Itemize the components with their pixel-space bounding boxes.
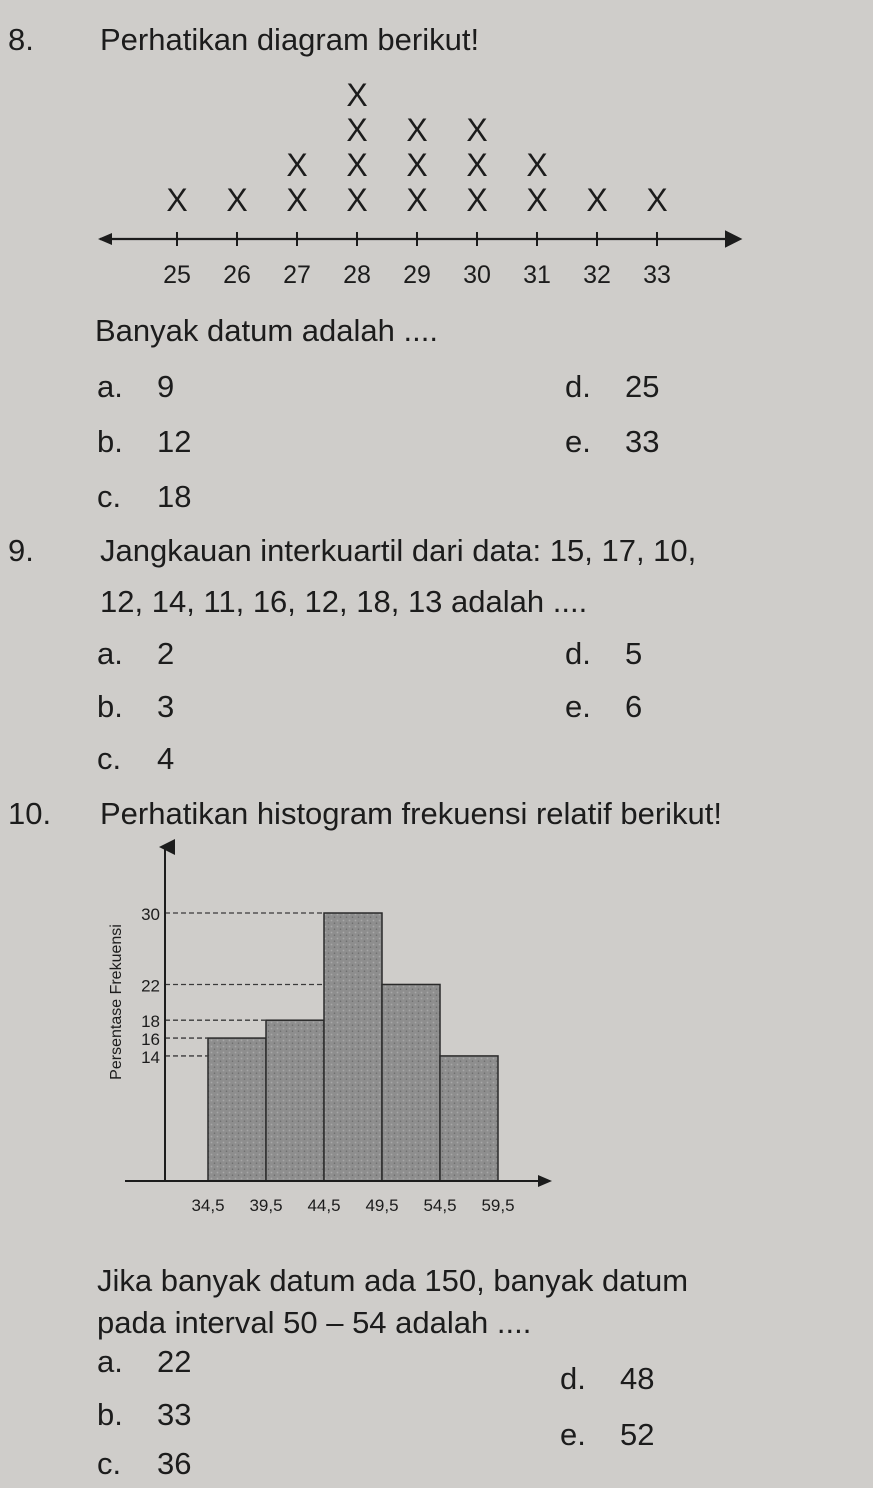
q8-option-e[interactable] xyxy=(565,424,659,460)
dotplot-tick-label: 25 xyxy=(163,261,191,289)
histogram-y-tick-label: 16 xyxy=(141,1030,160,1050)
option-value: 6 xyxy=(625,689,643,724)
histogram-bar xyxy=(324,913,382,1181)
option-label: e. xyxy=(565,689,591,724)
dotplot-x-mark: X xyxy=(646,182,668,218)
q9-option-c[interactable] xyxy=(97,741,174,777)
q9-line2: 12, 14, 11, 16, 12, 18, 13 adalah .... xyxy=(100,584,588,619)
option-value: 33 xyxy=(625,424,660,459)
option-label: d. xyxy=(565,636,591,671)
dotplot-x-mark: X xyxy=(286,182,308,218)
option-value: 5 xyxy=(625,636,643,671)
dotplot-x-mark: X xyxy=(586,182,608,218)
option-value: 33 xyxy=(157,1397,192,1432)
dotplot-x-mark: X xyxy=(346,112,368,148)
dotplot-x-mark: X xyxy=(526,147,548,183)
option-value: 25 xyxy=(625,369,660,404)
dotplot-x-mark: X xyxy=(466,112,488,148)
q10-line1: Jika banyak datum ada 150, banyak datum xyxy=(97,1263,689,1298)
q9-option-d[interactable] xyxy=(565,636,642,672)
dotplot-x-mark: X xyxy=(406,182,428,218)
q10-option-c[interactable] xyxy=(97,1446,191,1482)
option-value: 36 xyxy=(157,1446,192,1481)
q10-option-e[interactable] xyxy=(560,1417,654,1453)
q8-number: 8. xyxy=(8,22,34,57)
histogram-y-axis-label: Persentase Frekuensi xyxy=(108,924,125,1080)
histogram-x-axis-arrow xyxy=(538,1175,552,1187)
q8-option-b[interactable] xyxy=(97,424,191,460)
option-label: b. xyxy=(97,424,123,459)
option-label: e. xyxy=(565,424,591,459)
histogram-y-tick-label: 18 xyxy=(141,1012,160,1032)
option-value: 22 xyxy=(157,1344,192,1379)
option-label: d. xyxy=(560,1361,586,1396)
option-value: 3 xyxy=(157,689,175,724)
option-label: a. xyxy=(97,636,123,671)
dotplot-x-mark: X xyxy=(406,112,428,148)
option-label: a. xyxy=(97,1344,123,1379)
histogram-bar xyxy=(440,1056,498,1181)
dotplot-x-mark: X xyxy=(346,77,368,113)
option-label: d. xyxy=(565,369,591,404)
q10-option-a[interactable] xyxy=(97,1344,191,1380)
histogram-bar xyxy=(382,984,440,1181)
histogram-x-tick-label: 59,5 xyxy=(481,1196,515,1215)
dotplot-x-mark: X xyxy=(226,182,248,218)
histogram-x-tick-label: 39,5 xyxy=(249,1196,283,1215)
option-value: 48 xyxy=(620,1361,655,1396)
histogram xyxy=(0,835,873,1235)
dotplot-tick-label: 26 xyxy=(223,261,251,289)
option-label: e. xyxy=(560,1417,586,1452)
q9-line1: Jangkauan interkuartil dari data: 15, 17, 10, xyxy=(100,533,697,568)
q8-option-a[interactable] xyxy=(97,369,174,405)
option-label: a. xyxy=(97,369,123,404)
dotplot-x-mark: X xyxy=(406,147,428,183)
option-label: b. xyxy=(97,1397,123,1432)
dotplot-x-mark: X xyxy=(466,182,488,218)
q9-number: 9. xyxy=(8,533,34,568)
option-label: c. xyxy=(97,741,122,776)
dotplot-tick-label: 32 xyxy=(583,261,611,289)
dotplot-x-mark: X xyxy=(346,182,368,218)
option-label: c. xyxy=(97,1446,122,1481)
q8-option-c[interactable] xyxy=(97,479,191,515)
option-value: 18 xyxy=(157,479,192,514)
option-value: 12 xyxy=(157,424,192,459)
dotplot-tick-label: 31 xyxy=(523,261,551,289)
dotplot-tick-label: 30 xyxy=(463,261,491,289)
dotplot-x-mark: X xyxy=(346,147,368,183)
option-value: 9 xyxy=(157,369,175,404)
option-value: 52 xyxy=(620,1417,655,1452)
option-value: 2 xyxy=(157,636,175,671)
dotplot-tick-label: 27 xyxy=(283,261,311,289)
q9-option-a[interactable] xyxy=(97,636,174,672)
q10-option-d[interactable] xyxy=(560,1361,654,1397)
q10-line2: pada interval 50 – 54 adalah .... xyxy=(97,1305,532,1340)
histogram-y-tick-label: 22 xyxy=(141,976,160,996)
q8-option-d[interactable] xyxy=(565,369,659,405)
option-label: b. xyxy=(97,689,123,724)
q8-question: Banyak datum adalah .... xyxy=(95,313,438,348)
dotplot-x-mark: X xyxy=(166,182,188,218)
dotplot-x-mark: X xyxy=(526,182,548,218)
option-value: 4 xyxy=(157,741,175,776)
dotplot-x-mark: X xyxy=(466,147,488,183)
dotplot-tick-label: 33 xyxy=(643,261,671,289)
histogram-bar xyxy=(266,1020,324,1181)
histogram-x-tick-label: 44,5 xyxy=(307,1196,341,1215)
histogram-y-tick-label: 30 xyxy=(141,905,160,924)
q9-option-b[interactable] xyxy=(97,689,174,725)
histogram-x-tick-label: 49,5 xyxy=(365,1196,399,1215)
dotplot-axis-arrow-left xyxy=(98,233,112,245)
histogram-x-tick-label: 34,5 xyxy=(191,1196,225,1215)
histogram-x-tick-label: 54,5 xyxy=(423,1196,457,1215)
dotplot-tick-label: 28 xyxy=(343,261,371,289)
option-label: c. xyxy=(97,479,122,514)
histogram-bar xyxy=(208,1038,266,1181)
dotplot-x-mark: X xyxy=(286,147,308,183)
q8-prompt: Perhatikan diagram berikut! xyxy=(100,22,480,57)
q10-option-b[interactable] xyxy=(97,1397,191,1433)
q10-prompt: Perhatikan histogram frekuensi relatif berikut! xyxy=(100,796,723,831)
q9-option-e[interactable] xyxy=(565,689,642,725)
histogram-y-tick-label: 14 xyxy=(141,1047,160,1067)
q10-number: 10. xyxy=(8,796,52,831)
dotplot-tick-label: 29 xyxy=(403,261,431,289)
